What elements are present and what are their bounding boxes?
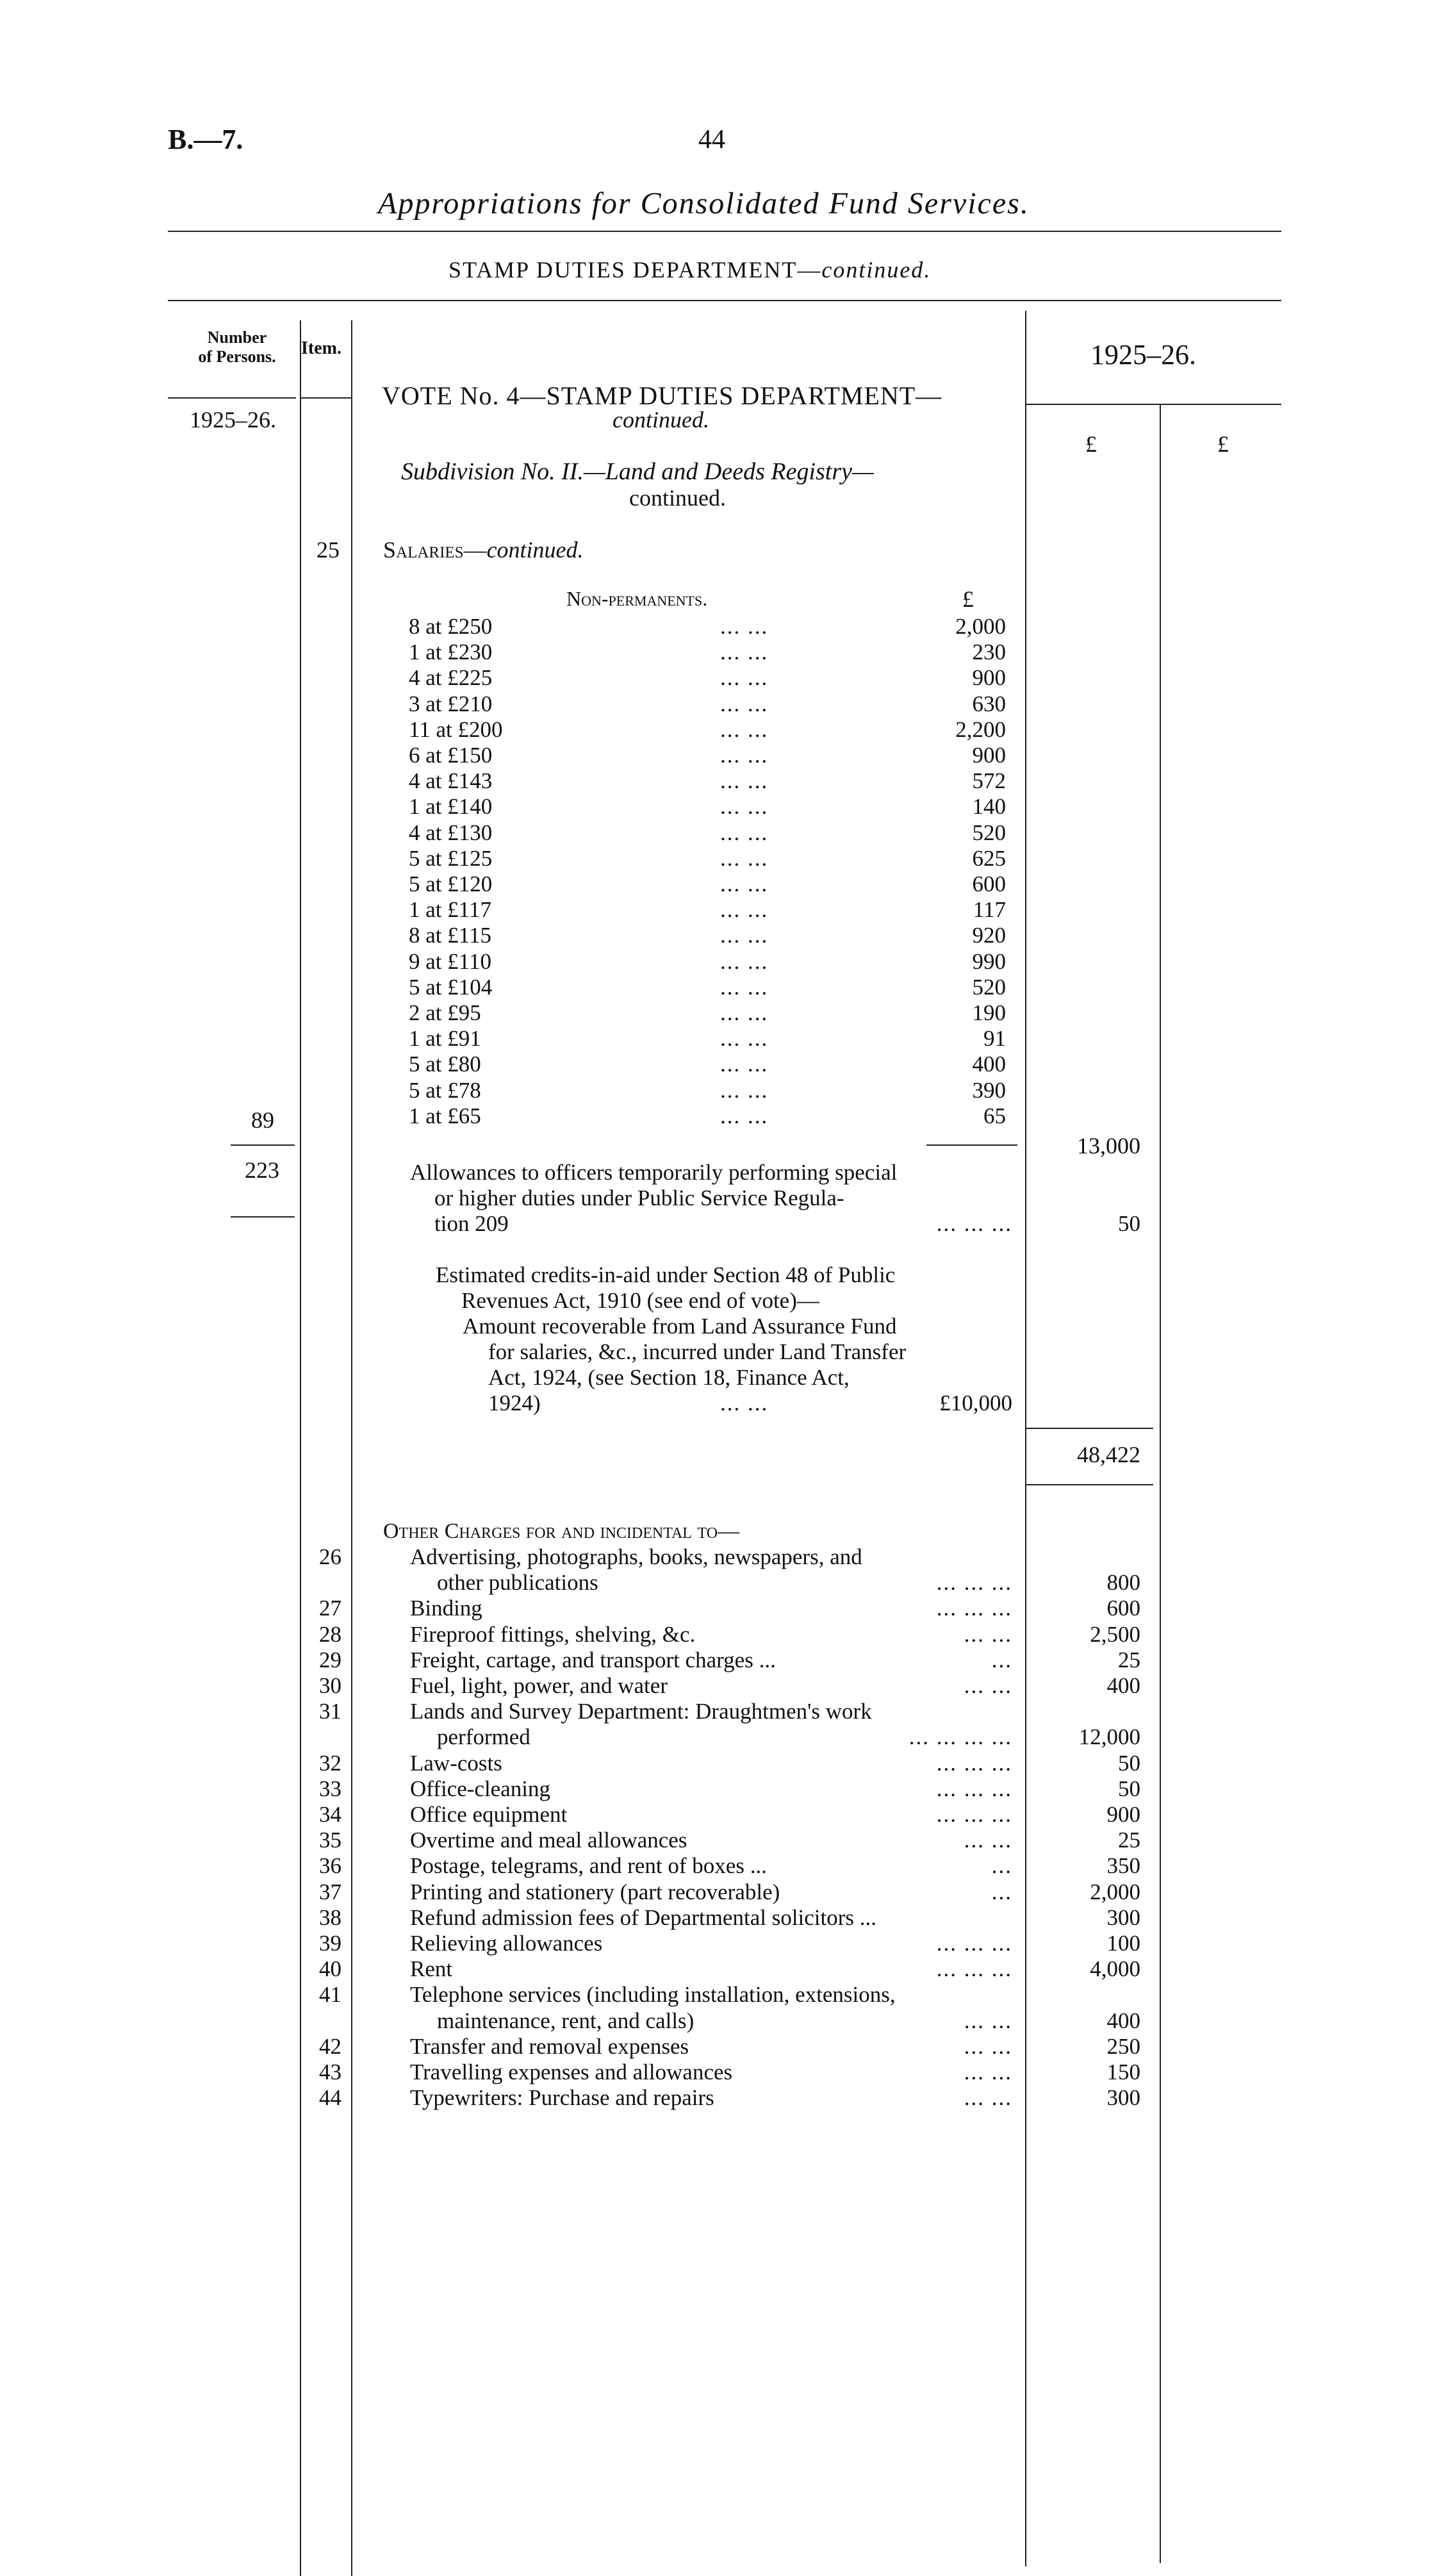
desc-amount-divider bbox=[1025, 311, 1026, 2566]
salary-row-dots: ... ... bbox=[720, 923, 769, 948]
persons-item-divider bbox=[300, 320, 301, 2576]
charge-dots: ... ... ... ... bbox=[908, 1724, 1012, 1749]
charge-amount: 400 bbox=[1106, 2008, 1140, 2033]
charge-description: Binding bbox=[410, 1596, 482, 1621]
salary-row-dots: ... ... bbox=[720, 1000, 769, 1025]
salary-row-label: 2 at £95 bbox=[409, 1000, 481, 1025]
salary-row-label: 5 at £120 bbox=[409, 871, 493, 896]
charge-amount: 300 bbox=[1106, 2085, 1140, 2110]
salaries-heading bbox=[383, 537, 584, 563]
credits-line3: Amount recoverable from Land Assurance Fund bbox=[463, 1314, 897, 1339]
salary-row-label: 9 at £110 bbox=[409, 949, 491, 974]
salary-row-label: 4 at £225 bbox=[409, 665, 493, 690]
salary-row-amount: 600 bbox=[972, 871, 1006, 896]
salary-row-amount: 920 bbox=[972, 923, 1006, 948]
charge-amount: 800 bbox=[1106, 1570, 1140, 1595]
charge-description: Relieving allowances bbox=[410, 1931, 603, 1956]
charge-dots: ... bbox=[991, 1879, 1012, 1904]
salary-row-dots: ... ... bbox=[720, 871, 769, 896]
credits-line6-dots: ... ... bbox=[720, 1391, 769, 1416]
salary-row-amount: 520 bbox=[972, 975, 1006, 1000]
salary-row-amount: 900 bbox=[972, 665, 1006, 690]
credits-line4: for salaries, &c., incurred under Land Transfer bbox=[488, 1339, 907, 1364]
estimate-year-header: 1925–26. bbox=[1090, 339, 1196, 370]
salary-row-amount: 2,200 bbox=[955, 717, 1006, 742]
charge-dots: ... ... ... bbox=[936, 1802, 1012, 1827]
salary-row-amount: 2,000 bbox=[955, 614, 1006, 639]
charge-dots: ... ... ... bbox=[936, 1751, 1012, 1776]
charge-amount: 2,500 bbox=[1090, 1622, 1140, 1647]
salary-row-dots: ... ... bbox=[720, 717, 769, 742]
currency-right-label: £ bbox=[1217, 431, 1229, 457]
salaries-heading-suffix: continued. bbox=[486, 537, 584, 563]
charge-description: Freight, cartage, and transport charges ... bbox=[410, 1647, 776, 1672]
persons-total: 223 bbox=[245, 1157, 279, 1183]
salaries-item-number: 25 bbox=[316, 537, 340, 563]
section-title bbox=[448, 256, 931, 283]
charge-item-number: 27 bbox=[319, 1596, 341, 1621]
salary-row-dots: ... ... bbox=[720, 640, 769, 665]
charge-dots: ... ... ... bbox=[936, 1776, 1012, 1801]
salary-row-dots: ... ... bbox=[720, 1026, 769, 1051]
salary-row-dots: ... ... bbox=[720, 1103, 769, 1128]
vote-heading-continued: continued. bbox=[612, 407, 709, 433]
charge-item-number: 28 bbox=[319, 1622, 341, 1647]
charge-item-number: 35 bbox=[319, 1828, 341, 1853]
charge-description: Printing and stationery (part recoverable) bbox=[410, 1879, 780, 1904]
charge-description: Law-costs bbox=[410, 1751, 502, 1776]
salary-row-dots: ... ... bbox=[720, 794, 769, 819]
salary-row-dots: ... ... bbox=[720, 768, 769, 793]
charge-description-continued: other publications bbox=[437, 1570, 598, 1595]
charge-description: Lands and Survey Department: Draughtmen's work bbox=[410, 1699, 872, 1724]
salary-row-label: 5 at £80 bbox=[409, 1052, 481, 1077]
persons-subtotal-rule bbox=[231, 1144, 295, 1146]
charge-item-number: 43 bbox=[319, 2060, 341, 2085]
persons-total-rule bbox=[231, 1216, 295, 1218]
salary-row-amount: 990 bbox=[972, 949, 1006, 974]
charge-dots: ... ... bbox=[964, 2060, 1012, 2085]
salary-row-dots: ... ... bbox=[720, 614, 769, 639]
salary-row-dots: ... ... bbox=[720, 897, 769, 922]
amount-header-rule bbox=[1026, 404, 1281, 405]
page-number: 44 bbox=[698, 125, 725, 154]
salary-row-amount: 117 bbox=[973, 897, 1006, 922]
salary-row-label: 1 at £91 bbox=[409, 1026, 481, 1051]
item-header-rule bbox=[301, 397, 352, 399]
charge-amount: 2,000 bbox=[1090, 1879, 1140, 1904]
salary-row-amount: 520 bbox=[972, 820, 1006, 845]
charge-description: Rent bbox=[410, 1956, 453, 1981]
persons-header-rule bbox=[168, 397, 296, 399]
charge-amount: 4,000 bbox=[1090, 1956, 1140, 1981]
salary-row-label: 4 at £143 bbox=[409, 768, 493, 793]
credits-amount: £10,000 bbox=[939, 1391, 1012, 1416]
salary-row-label: 8 at £250 bbox=[409, 614, 493, 639]
allowances-line1: Allowances to officers temporarily performing special bbox=[410, 1160, 898, 1185]
charge-dots: ... bbox=[991, 1647, 1012, 1672]
salary-row-amount: 625 bbox=[972, 846, 1006, 871]
section-title-suffix: continued. bbox=[821, 257, 932, 283]
charge-description-continued: performed bbox=[437, 1724, 530, 1749]
salaries-total-bottom-rule bbox=[1026, 1484, 1153, 1485]
charge-dots: ... ... ... bbox=[936, 1596, 1012, 1621]
salary-row-dots: ... ... bbox=[720, 665, 769, 690]
salary-row-amount: 400 bbox=[972, 1052, 1006, 1077]
charge-amount: 350 bbox=[1106, 1853, 1140, 1878]
salary-row-dots: ... ... bbox=[720, 743, 769, 768]
charge-dots: ... ... ... bbox=[936, 1931, 1012, 1956]
amount-columns-divider bbox=[1160, 404, 1161, 2563]
charge-amount: 150 bbox=[1106, 2060, 1140, 2085]
salary-row-dots: ... ... bbox=[720, 949, 769, 974]
salary-row-label: 11 at £200 bbox=[409, 717, 503, 742]
charge-amount: 50 bbox=[1118, 1776, 1140, 1801]
other-charges-heading: Other Charges for and incidental to— bbox=[383, 1519, 740, 1543]
salary-row-label: 5 at £78 bbox=[409, 1078, 481, 1103]
nonperm-sum-rule bbox=[926, 1144, 1017, 1146]
charge-item-number: 39 bbox=[319, 1931, 341, 1956]
charge-amount: 50 bbox=[1118, 1751, 1140, 1776]
credits-line5: Act, 1924, (see Section 18, Finance Act, bbox=[488, 1365, 850, 1390]
subdivision-heading: Subdivision No. II.—Land and Deeds Registry— bbox=[401, 458, 874, 485]
salary-row-label: 5 at £125 bbox=[409, 846, 493, 871]
salary-row-amount: 190 bbox=[972, 1000, 1006, 1025]
salary-row-label: 5 at £104 bbox=[409, 975, 493, 1000]
charge-amount: 12,000 bbox=[1078, 1724, 1140, 1749]
charge-dots: ... ... ... bbox=[936, 1570, 1012, 1595]
salaries-total-top-rule bbox=[1026, 1428, 1153, 1429]
charge-amount: 600 bbox=[1106, 1596, 1140, 1621]
charge-description: Fuel, light, power, and water bbox=[410, 1673, 668, 1698]
charge-dots: ... ... bbox=[964, 2034, 1012, 2059]
salary-row-dots: ... ... bbox=[720, 820, 769, 845]
charge-amount: 250 bbox=[1106, 2034, 1140, 2059]
charge-item-number: 32 bbox=[319, 1751, 341, 1776]
salary-row-label: 1 at £65 bbox=[409, 1103, 481, 1128]
charge-description: Telephone services (including installation, extensions, bbox=[410, 1982, 896, 2007]
charge-item-number: 40 bbox=[319, 1956, 341, 1981]
charge-item-number: 41 bbox=[319, 1982, 341, 2007]
salary-row-label: 4 at £130 bbox=[409, 820, 493, 845]
charge-item-number: 30 bbox=[319, 1673, 341, 1698]
document-code: B.—7. bbox=[168, 124, 243, 155]
charge-amount: 900 bbox=[1106, 1802, 1140, 1827]
salary-row-label: 1 at £117 bbox=[409, 897, 491, 922]
salary-row-amount: 572 bbox=[972, 768, 1006, 793]
charge-description: Postage, telegrams, and rent of boxes ... bbox=[410, 1853, 767, 1878]
charge-item-number: 44 bbox=[319, 2085, 341, 2110]
salary-row-label: 1 at £230 bbox=[409, 640, 493, 665]
credits-line1: Estimated credits-in-aid under Section 48 of Public bbox=[436, 1262, 896, 1287]
salary-row-amount: 390 bbox=[972, 1078, 1006, 1103]
nonperm-total: 13,000 bbox=[1077, 1133, 1140, 1159]
allowances-line2: or higher duties under Public Service Regula- bbox=[434, 1185, 844, 1210]
allowances-amount: 50 bbox=[1118, 1211, 1140, 1236]
charge-item-number: 36 bbox=[319, 1853, 341, 1878]
salary-row-amount: 140 bbox=[972, 794, 1006, 819]
number-header-line1: Number bbox=[207, 328, 267, 347]
salary-row-amount: 65 bbox=[983, 1103, 1006, 1128]
charge-item-number: 29 bbox=[319, 1647, 341, 1672]
item-desc-divider bbox=[351, 320, 352, 2576]
charge-description: Office-cleaning bbox=[410, 1776, 550, 1801]
item-header: Item. bbox=[301, 338, 341, 358]
charge-item-number: 26 bbox=[319, 1544, 341, 1569]
charge-dots: ... ... bbox=[964, 2085, 1012, 2110]
salaries-total: 48,422 bbox=[1077, 1442, 1140, 1467]
vote-heading: VOTE No. 4—STAMP DUTIES DEPARTMENT— bbox=[382, 381, 942, 410]
title-rule bbox=[168, 231, 1281, 232]
page-title: Appropriations for Consolidated Fund Services. bbox=[378, 186, 1030, 220]
salary-row-amount: 91 bbox=[983, 1026, 1006, 1051]
charge-dots: ... ... ... bbox=[936, 1956, 1012, 1981]
charge-description-continued: maintenance, rent, and calls) bbox=[437, 2008, 694, 2033]
number-of-persons-header bbox=[186, 328, 288, 367]
non-permanents-heading: Non-permanents. bbox=[566, 587, 708, 610]
salary-row-amount: 900 bbox=[972, 743, 1006, 768]
credits-line2: Revenues Act, 1910 (see end of vote)— bbox=[461, 1288, 819, 1313]
charge-description: Advertising, photographs, books, newspapers, and bbox=[410, 1544, 862, 1569]
salary-row-amount: 230 bbox=[972, 640, 1006, 665]
charge-amount: 300 bbox=[1106, 1905, 1140, 1930]
allowances-line3: tion 209 bbox=[434, 1211, 509, 1236]
charge-item-number: 42 bbox=[319, 2034, 341, 2059]
charge-item-number: 31 bbox=[319, 1699, 341, 1724]
salaries-heading-text: Salaries— bbox=[383, 537, 487, 563]
charge-description: Refund admission fees of Departmental solicitors ... bbox=[410, 1905, 877, 1930]
salary-row-dots: ... ... bbox=[720, 691, 769, 716]
currency-left-label: £ bbox=[1085, 431, 1097, 457]
charge-item-number: 38 bbox=[319, 1905, 341, 1930]
subdivision-continued: continued. bbox=[629, 485, 726, 511]
allowances-dots: ... ... ... bbox=[936, 1211, 1012, 1236]
salary-row-label: 8 at £115 bbox=[409, 923, 491, 948]
salary-row-dots: ... ... bbox=[720, 1078, 769, 1103]
charge-dots: ... ... bbox=[964, 1828, 1012, 1853]
salary-row-label: 6 at £150 bbox=[409, 743, 493, 768]
charge-description: Typewriters: Purchase and repairs bbox=[410, 2085, 714, 2110]
charge-amount: 400 bbox=[1106, 1673, 1140, 1698]
charge-dots: ... bbox=[991, 1853, 1012, 1878]
charge-item-number: 33 bbox=[319, 1776, 341, 1801]
number-header-line2: of Persons. bbox=[198, 347, 276, 366]
charge-dots: ... ... bbox=[964, 2008, 1012, 2033]
credits-line6: 1924) bbox=[488, 1391, 541, 1416]
non-permanents-currency: £ bbox=[962, 586, 974, 612]
table-top-rule bbox=[168, 300, 1281, 301]
charge-description: Office equipment bbox=[410, 1802, 568, 1827]
salary-row-dots: ... ... bbox=[720, 846, 769, 871]
charge-dots: ... ... bbox=[964, 1622, 1012, 1647]
charge-item-number: 34 bbox=[319, 1802, 341, 1827]
charge-description: Overtime and meal allowances bbox=[410, 1828, 687, 1853]
charge-amount: 100 bbox=[1106, 1931, 1140, 1956]
salary-row-label: 3 at £210 bbox=[409, 691, 493, 716]
persons-subtotal: 89 bbox=[251, 1107, 274, 1133]
salary-row-dots: ... ... bbox=[720, 975, 769, 1000]
charge-amount: 25 bbox=[1118, 1828, 1140, 1853]
charge-description: Travelling expenses and allowances bbox=[410, 2060, 733, 2085]
salary-row-amount: 630 bbox=[972, 691, 1006, 716]
persons-year-subheader: 1925–26. bbox=[190, 407, 276, 433]
salary-row-dots: ... ... bbox=[720, 1052, 769, 1077]
section-title-text: STAMP DUTIES DEPARTMENT— bbox=[448, 257, 822, 283]
charge-dots: ... ... bbox=[964, 1673, 1012, 1698]
charge-description: Fireproof fittings, shelving, &c. bbox=[410, 1622, 696, 1647]
charge-item-number: 37 bbox=[319, 1879, 341, 1904]
salary-row-label: 1 at £140 bbox=[409, 794, 493, 819]
charge-description: Transfer and removal expenses bbox=[410, 2034, 689, 2059]
charge-amount: 25 bbox=[1118, 1647, 1140, 1672]
